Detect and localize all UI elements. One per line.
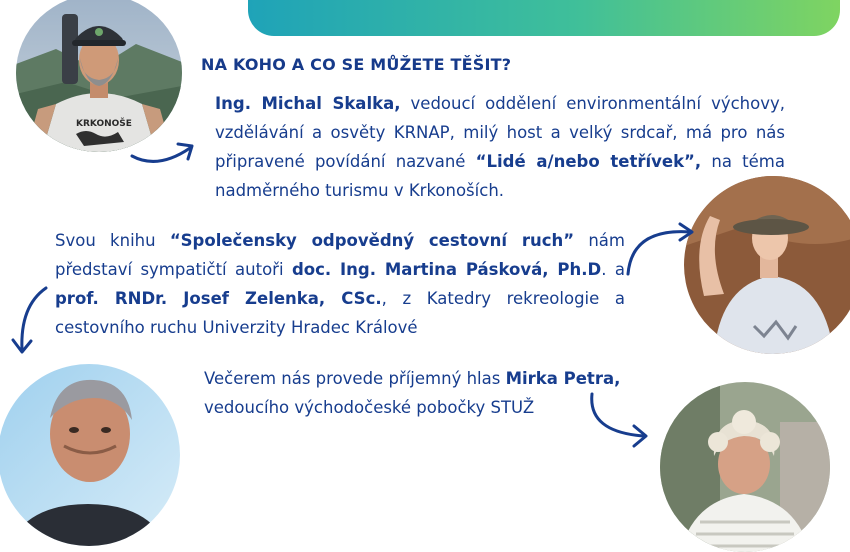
speaker-photo-petr xyxy=(660,382,830,552)
arrow-icon xyxy=(580,388,660,450)
speaker1-paragraph xyxy=(215,89,785,205)
speaker2-dot: . xyxy=(601,260,607,279)
speaker2-conj: a xyxy=(606,260,625,279)
arrow-icon xyxy=(128,130,208,170)
speaker3-name: Mirka Petra, xyxy=(505,369,621,388)
speaker2-rest: , z Katedry rekreologie a cestovního ruchu Univerzity Hradec Králové xyxy=(55,289,625,337)
speaker2-paragraph xyxy=(55,226,625,342)
book-title: “Společensky odpovědný cestovní ruch” xyxy=(169,231,575,250)
author1-name: doc. Ing. Martina Pásková, Ph.D xyxy=(291,260,602,279)
shirt-text: KRKONOŠE xyxy=(76,119,132,129)
speaker2-mid: nám představí sympatičtí autoři xyxy=(55,231,625,279)
talk-title: “Lidé a/nebo tetřívek”, xyxy=(475,152,702,171)
speaker-photo-zelenka xyxy=(0,364,180,546)
author2-name: prof. RNDr. Josef Zelenka, CSc. xyxy=(55,289,382,308)
section-heading: NA KOHO A CO SE MŮŽETE TĚŠIT? xyxy=(201,55,512,74)
arrow-icon xyxy=(8,284,52,360)
speaker2-intro: Svou knihu xyxy=(55,231,170,250)
speaker1-desc-end: na téma nadměrného turismu v Krkonoších. xyxy=(215,152,785,200)
speaker1-name: Ing. Michal Skalka, xyxy=(215,94,401,113)
arrow-icon xyxy=(622,222,702,282)
header-banner xyxy=(248,0,840,36)
speaker-photo-paskova xyxy=(684,176,850,354)
speaker3-intro: Večerem nás provede příjemný hlas xyxy=(204,369,506,388)
speaker3-rest: vedoucího východočeské pobočky STUŽ xyxy=(204,398,535,417)
speaker1-desc: vedoucí oddělení environmentální výchovy, vzdělávání a osvěty KRNAP, milý host a velký srdcař, má pro nás připravené povídání nazvané xyxy=(215,94,785,171)
